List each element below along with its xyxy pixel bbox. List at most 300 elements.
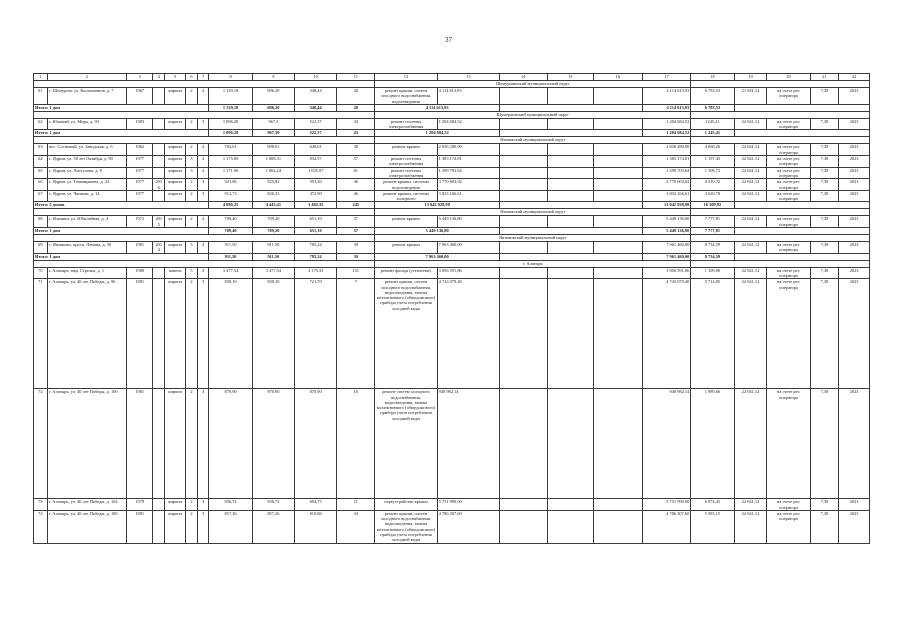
entrances: 3 <box>197 118 209 130</box>
completion-year: 2023 <box>839 216 870 228</box>
work-type: ремонт фасада (утепление) <box>375 267 437 279</box>
col-21: 7,38 <box>810 118 839 130</box>
year-reconstruction <box>153 144 165 156</box>
residents: 43 <box>337 118 375 130</box>
area-living: 836,72 <box>252 499 294 511</box>
col-14 <box>500 156 548 168</box>
year-built: 1977 <box>127 167 153 179</box>
completion-year: 2023 <box>839 389 870 499</box>
total-cost: 948 982,14 <box>642 389 691 499</box>
column-number: 5 <box>165 74 186 81</box>
work-cost: 5 449 136,80 <box>437 216 499 228</box>
max-cost-per-m2: 22 041,12 <box>734 242 767 254</box>
work-cost: 7 963 460,00 <box>437 242 499 254</box>
col-21: 7,38 <box>810 279 839 389</box>
work-cost: 5 449 136,80 <box>375 228 500 235</box>
residents: 20 <box>337 88 375 105</box>
total-area: 4 886,25 <box>209 202 252 209</box>
column-number: 19 <box>734 74 767 81</box>
col-14 <box>500 216 548 228</box>
work-cost: 4 114 613,93 <box>437 88 499 105</box>
residents: 37 <box>337 216 375 228</box>
total-cost: 7 961 460,00 <box>642 253 691 260</box>
area-owned: 649,61 <box>295 144 337 156</box>
floors: 5 <box>186 267 198 279</box>
table-row <box>34 510 870 543</box>
address: г. Алатырь, мкр. Стрелка, д. 1 <box>47 267 126 279</box>
work-type: ремонт крыши, систем холодного водоснабжения, водоотведения, замена коллективного (общедомового) прибора учета потребления холодной воды <box>376 510 436 543</box>
col-16 <box>594 216 643 228</box>
col-16 <box>594 144 643 156</box>
total-cost: 13 042 928,98 <box>642 202 691 209</box>
empty-cell <box>734 253 869 260</box>
cost-per-m2: 1245,41 <box>691 118 734 130</box>
cost-per-m2: 6 783,53 <box>691 104 734 111</box>
wall-material: кирпич <box>165 190 186 202</box>
column-number: 13 <box>437 74 499 81</box>
year-reconstruction: 2015 <box>153 216 165 228</box>
work-type: ремонт системы электроснабжения <box>375 167 437 179</box>
table-body <box>34 74 870 544</box>
max-cost-per-m2: 22 041,12 <box>734 389 767 499</box>
work-cost: 7 963 460,00 <box>375 253 500 260</box>
residents: 20 <box>337 104 375 111</box>
year-built: 1983 <box>127 118 153 130</box>
work-cost: 1 383 174,81 <box>437 156 499 168</box>
total-area: 704,61 <box>209 144 252 156</box>
column-number: 14 <box>500 74 548 81</box>
completion-year: 2023 <box>839 179 870 191</box>
year-reconstruction <box>153 267 165 279</box>
area-living: 696,20 <box>252 88 294 105</box>
work-cost: 948 982,14 <box>437 389 499 499</box>
residents: 10 <box>337 389 375 499</box>
column-number: 10 <box>295 74 337 81</box>
year-reconstruction: 2014 <box>153 242 165 254</box>
residents: 46 <box>337 190 375 202</box>
area-living: 3 477,54 <box>252 267 294 279</box>
cost-per-m2: 1 197,45 <box>691 156 734 168</box>
completion-year: 2023 <box>839 499 870 511</box>
column-number: 4 <box>153 74 165 81</box>
col-21: 7,38 <box>810 88 839 105</box>
district-header-row <box>34 111 870 118</box>
page-number: 37 <box>445 36 452 44</box>
area-owned: 651,10 <box>295 216 337 228</box>
col-15 <box>547 179 594 191</box>
residents: 151 <box>337 267 375 279</box>
empty-cell <box>691 137 870 144</box>
total-cost: 2 836 280,90 <box>642 144 691 156</box>
wall-material: кирпич <box>165 510 186 543</box>
year-reconstruction <box>153 156 165 168</box>
total-area: 709,40 <box>209 216 252 228</box>
residents: 37 <box>337 228 375 235</box>
total-cost: 4 786 307,60 <box>642 510 691 543</box>
floors: 2 <box>186 279 198 389</box>
row-number: 64 <box>34 156 48 168</box>
empty-cell <box>500 228 643 235</box>
max-cost-per-m2: 22 041,12 <box>734 510 767 543</box>
area-living: 826,33 <box>252 190 294 202</box>
col-16 <box>594 510 643 543</box>
empty-cell <box>734 202 869 209</box>
address: г. Алатырь, ул. 40 лет Победы, д. 106 <box>47 510 126 543</box>
fund-source: на счете рег. оператора <box>767 179 810 191</box>
table-row <box>34 242 870 254</box>
wall-material: кирпич <box>165 156 186 168</box>
cost-per-m2: 16 309,92 <box>691 202 734 209</box>
table-row <box>34 88 870 105</box>
col-14 <box>500 499 548 511</box>
subtotal-row <box>34 130 870 137</box>
cost-per-m2: 1 108,72 <box>691 167 734 179</box>
table-row <box>34 179 870 191</box>
col-14 <box>500 267 548 279</box>
col-14 <box>500 144 548 156</box>
subtotal-row <box>34 202 870 209</box>
col-16 <box>594 499 643 511</box>
col-21: 7,38 <box>810 144 839 156</box>
entrances: 2 <box>197 144 209 156</box>
completion-year: 2023 <box>839 118 870 130</box>
column-number: 21 <box>810 74 839 81</box>
completion-year: 2023 <box>839 242 870 254</box>
fund-source: на счете рег. оператора <box>767 88 810 105</box>
address: г. Алатырь, ул. 40 лет Победы, д. 96 <box>47 279 126 389</box>
work-cost: 4 114 613,93 <box>375 104 500 111</box>
col-21: 7,38 <box>810 510 839 543</box>
column-number: 20 <box>767 74 810 81</box>
total-cost: 3 770 603,02 <box>642 179 691 191</box>
max-cost-per-m2: 22 041,12 <box>734 267 767 279</box>
column-number: 18 <box>691 74 734 81</box>
completion-year: 2023 <box>839 279 870 389</box>
housing-repair-table <box>33 73 870 544</box>
area-living: 698,61 <box>252 144 294 156</box>
year-built: 1980 <box>127 267 153 279</box>
cost-per-m2: 6 783,53 <box>691 88 734 105</box>
fund-source: на счете рег. оператора <box>767 389 810 499</box>
total-cost: 4 114 613,93 <box>642 104 691 111</box>
residents: 61 <box>337 167 375 179</box>
area-owned: 832,57 <box>295 156 337 168</box>
total-cost: 5 449 136,80 <box>642 216 691 228</box>
empty-cell <box>734 130 869 137</box>
row-number: 71 <box>34 279 48 389</box>
col-15 <box>547 279 594 389</box>
empty-cell <box>500 253 643 260</box>
work-cost: 1 204 684,52 <box>437 118 499 130</box>
address: с. Янтиково, просп. Ленина, д. 30 <box>47 242 126 254</box>
wall-material: панель <box>165 267 186 279</box>
cost-per-m2: 5 714,85 <box>691 279 734 389</box>
floors: 3 <box>186 242 198 254</box>
floors: 2 <box>186 179 198 191</box>
year-reconstruction <box>153 499 165 511</box>
area-owned: 348,44 <box>295 104 337 111</box>
table-row <box>34 389 870 499</box>
residents: 57 <box>337 156 375 168</box>
area-living: 709,20 <box>252 228 294 235</box>
column-number: 1 <box>34 74 48 81</box>
entrances: 3 <box>197 499 209 511</box>
empty-cell <box>34 111 375 118</box>
cost-per-m2: 7 777,81 <box>691 216 734 228</box>
column-number: 6 <box>186 74 198 81</box>
district-name: Шумерлинский муниципальный округ <box>375 111 691 118</box>
column-number: 22 <box>839 74 870 81</box>
col-16 <box>594 156 643 168</box>
total-area: 1 171,96 <box>209 167 252 179</box>
total-area: 830,10 <box>209 279 252 389</box>
fund-source: на счете рег. оператора <box>767 190 810 202</box>
empty-cell <box>691 235 870 242</box>
entrances: 3 <box>197 510 209 543</box>
col-21: 7,38 <box>810 389 839 499</box>
area-living: 709,20 <box>252 216 294 228</box>
subtotal-label: Итого: 1 дом <box>34 253 209 260</box>
year-built: 1981 <box>127 389 153 499</box>
entrances: 3 <box>197 389 209 499</box>
col-15 <box>547 144 594 156</box>
area-living: 870,90 <box>252 389 294 499</box>
subtotal-label: Итого: 1 дом <box>34 130 209 137</box>
empty-cell <box>34 209 375 216</box>
table-row <box>34 156 870 168</box>
col-14 <box>500 279 548 389</box>
year-reconstruction <box>153 118 165 130</box>
row-number: 67 <box>34 190 48 202</box>
column-number: 17 <box>642 74 691 81</box>
col-21: 7,38 <box>810 179 839 191</box>
entrances: 3 <box>197 190 209 202</box>
empty-cell <box>734 104 869 111</box>
fund-source: на счете рег. оператора <box>767 279 810 389</box>
work-cost: 1 299 703,64 <box>437 167 499 179</box>
work-type: ремонт крыши, системы холодного <box>375 190 437 202</box>
fund-source: на счете рег. оператора <box>767 118 810 130</box>
entrances: 2 <box>197 167 209 179</box>
year-reconstruction <box>153 190 165 202</box>
year-built: 1972 <box>127 216 153 228</box>
subtotal-label: Итого: 1 дом <box>34 228 209 235</box>
area-owned: 785,24 <box>295 253 337 260</box>
area-living: 696,20 <box>252 104 294 111</box>
residents: 39 <box>337 253 375 260</box>
work-cost: 3 833 166,61 <box>437 190 499 202</box>
floors: 2 <box>186 499 198 511</box>
subtotal-row <box>34 228 870 235</box>
address: с. Шемурша, ул. Космонавтов, д. 7 <box>47 88 126 105</box>
residents: 39 <box>337 242 375 254</box>
total-area: 911,50 <box>209 242 252 254</box>
max-cost-per-m2: 22 041,12 <box>734 179 767 191</box>
cost-per-m2: 4 060,26 <box>691 144 734 156</box>
floors: 3 <box>186 156 198 168</box>
work-type: ремонт системы электроснабжения <box>375 118 437 130</box>
year-built: 1962 <box>127 144 153 156</box>
work-cost: 1 204 684,52 <box>375 130 500 137</box>
row-number: 62 <box>34 118 48 130</box>
area-living: 911,50 <box>252 242 294 254</box>
empty-cell <box>734 228 869 235</box>
fund-source: на счете рег. оператора <box>767 144 810 156</box>
area-owned: 694,75 <box>295 499 337 511</box>
max-cost-per-m2: 22 041,12 <box>734 216 767 228</box>
completion-year: 2023 <box>839 88 870 105</box>
table-row <box>34 499 870 511</box>
col-14 <box>500 510 548 543</box>
total-area: 921,86 <box>209 179 252 191</box>
col-15 <box>547 88 594 105</box>
address: пос. Сосновый, ул. Заводская, д. 6 <box>47 144 126 156</box>
total-area: 857,26 <box>209 510 252 543</box>
wall-material: кирпич <box>165 118 186 130</box>
total-cost: 5 449 136,80 <box>642 228 691 235</box>
total-cost: 1 204 684,52 <box>642 118 691 130</box>
wall-material: кирпич <box>165 279 186 389</box>
empty-cell <box>691 81 870 88</box>
fund-source: на счете рег. оператора <box>767 167 810 179</box>
entrances: 2 <box>197 156 209 168</box>
district-header-row <box>34 260 870 267</box>
total-area: 1 175,09 <box>209 156 252 168</box>
column-number: 3 <box>127 74 153 81</box>
col-15 <box>547 389 594 499</box>
year-built: 1979 <box>127 499 153 511</box>
col-15 <box>547 156 594 168</box>
total-cost: 1 204 684,52 <box>642 130 691 137</box>
area-owned: 651,10 <box>295 228 337 235</box>
residents: 7 <box>337 279 375 389</box>
column-number: 8 <box>209 74 252 81</box>
area-owned: 591,30 <box>295 179 337 191</box>
wall-material: кирпич <box>165 499 186 511</box>
empty-cell <box>34 81 375 88</box>
completion-year: 2023 <box>839 267 870 279</box>
empty-cell <box>34 137 375 144</box>
col-21: 7,38 <box>810 190 839 202</box>
col-15 <box>547 190 594 202</box>
wall-material: кирпич <box>165 242 186 254</box>
cost-per-m2: 7 777,81 <box>691 228 734 235</box>
cost-per-m2: 8 734,59 <box>691 253 734 260</box>
cost-per-m2: 1 109,00 <box>691 267 734 279</box>
address: г. Алатырь, ул. 40 лет Победы, д. 104 <box>47 499 126 511</box>
empty-cell <box>500 202 643 209</box>
district-header-row <box>34 209 870 216</box>
col-14 <box>500 190 548 202</box>
address: с. Ядрин, ул. 50 лет Октября, д. 90 <box>47 156 126 168</box>
table-row <box>34 279 870 389</box>
residents: 34 <box>337 510 375 543</box>
address: с. Яльчики, ул. Юбилейная, д. 4 <box>47 216 126 228</box>
area-living: 830,10 <box>252 279 294 389</box>
column-number: 11 <box>337 74 375 81</box>
empty-cell <box>500 104 643 111</box>
row-number: 61 <box>34 88 48 105</box>
total-area: 836,72 <box>209 499 252 511</box>
col-21: 7,38 <box>810 267 839 279</box>
work-type: ремонт крыши, систем холодного водоснабжения, водоотведения, замена коллективного (общедомового) прибора учета потребления холодной воды <box>375 279 437 389</box>
table-row <box>34 167 870 179</box>
wall-material: кирпич <box>165 389 186 499</box>
floors: 3 <box>186 167 198 179</box>
total-area: 1 096,28 <box>209 118 252 130</box>
row-number: 63 <box>34 144 48 156</box>
row-number: 68 <box>34 216 48 228</box>
col-14 <box>500 389 548 499</box>
year-reconstruction <box>153 510 165 543</box>
area-owned: 721,70 <box>295 279 337 389</box>
total-area: 911,50 <box>209 253 252 260</box>
area-living: 967,3 <box>252 118 294 130</box>
work-type: ремонт крыши, системы водоотведения <box>375 179 437 191</box>
fund-source: на счете рег. оператора <box>767 267 810 279</box>
district-name: Шемуршинский муниципальный округ <box>375 81 691 88</box>
entrances: 3 <box>197 179 209 191</box>
col-14 <box>500 88 548 105</box>
district-header-row <box>34 235 870 242</box>
row-number: 72 <box>34 389 48 499</box>
work-type: ремонт крыши <box>375 216 437 228</box>
col-21: 7,38 <box>810 156 839 168</box>
residents: 43 <box>337 130 375 137</box>
subtotal-label: Итого: 1 дом <box>34 104 209 111</box>
subtotal-row <box>34 104 870 111</box>
column-number: 12 <box>375 74 437 81</box>
area-owned: 3 179,33 <box>295 267 337 279</box>
work-type: ремонт системы электроснабжения <box>375 156 437 168</box>
address: с. Ядрин, ул. Чапаева, д. 14 <box>47 190 126 202</box>
total-cost: 1 383 174,81 <box>642 156 691 168</box>
empty-cell <box>34 235 375 242</box>
column-number: 16 <box>594 74 643 81</box>
fund-source: на счете рег. оператора <box>767 510 810 543</box>
entrances: 2 <box>197 88 209 105</box>
work-cost: 3 770 603,02 <box>437 179 499 191</box>
floors: 2 <box>186 216 198 228</box>
col-16 <box>594 267 643 279</box>
total-cost: 4 743 079,40 <box>642 279 691 389</box>
col-16 <box>594 179 643 191</box>
district-name: Янтиковский муниципальный округ <box>375 235 691 242</box>
column-number: 9 <box>252 74 294 81</box>
col-16 <box>594 190 643 202</box>
wall-material: кирпич <box>165 167 186 179</box>
total-cost: 1 299 703,64 <box>642 167 691 179</box>
max-cost-per-m2: 22 041,12 <box>734 118 767 130</box>
address: с. Юманай, ул. Мира, д. 39 <box>47 118 126 130</box>
total-area: 1 129,18 <box>209 104 252 111</box>
total-cost: 3 833 166,61 <box>642 190 691 202</box>
work-type: ремонт крыши, систем холодного водоснабжения, водоотведения <box>375 88 437 105</box>
completion-year: 2023 <box>839 190 870 202</box>
year-reconstruction <box>153 279 165 389</box>
fund-source: на счете рег. оператора <box>767 216 810 228</box>
fund-source: на счете рег. оператора <box>767 499 810 511</box>
work-type: ремонт крыши <box>375 144 437 156</box>
total-area: 1 129,18 <box>209 88 252 105</box>
wall-material: кирпич <box>165 179 186 191</box>
total-area: 3 477,54 <box>209 267 252 279</box>
total-cost: 5 751 990,00 <box>642 499 691 511</box>
year-reconstruction <box>153 88 165 105</box>
district-name: Яльчикский муниципальный округ <box>375 137 691 144</box>
subtotal-label: Итого: 5 домов <box>34 202 209 209</box>
total-cost: 7 961 460,00 <box>642 242 691 254</box>
